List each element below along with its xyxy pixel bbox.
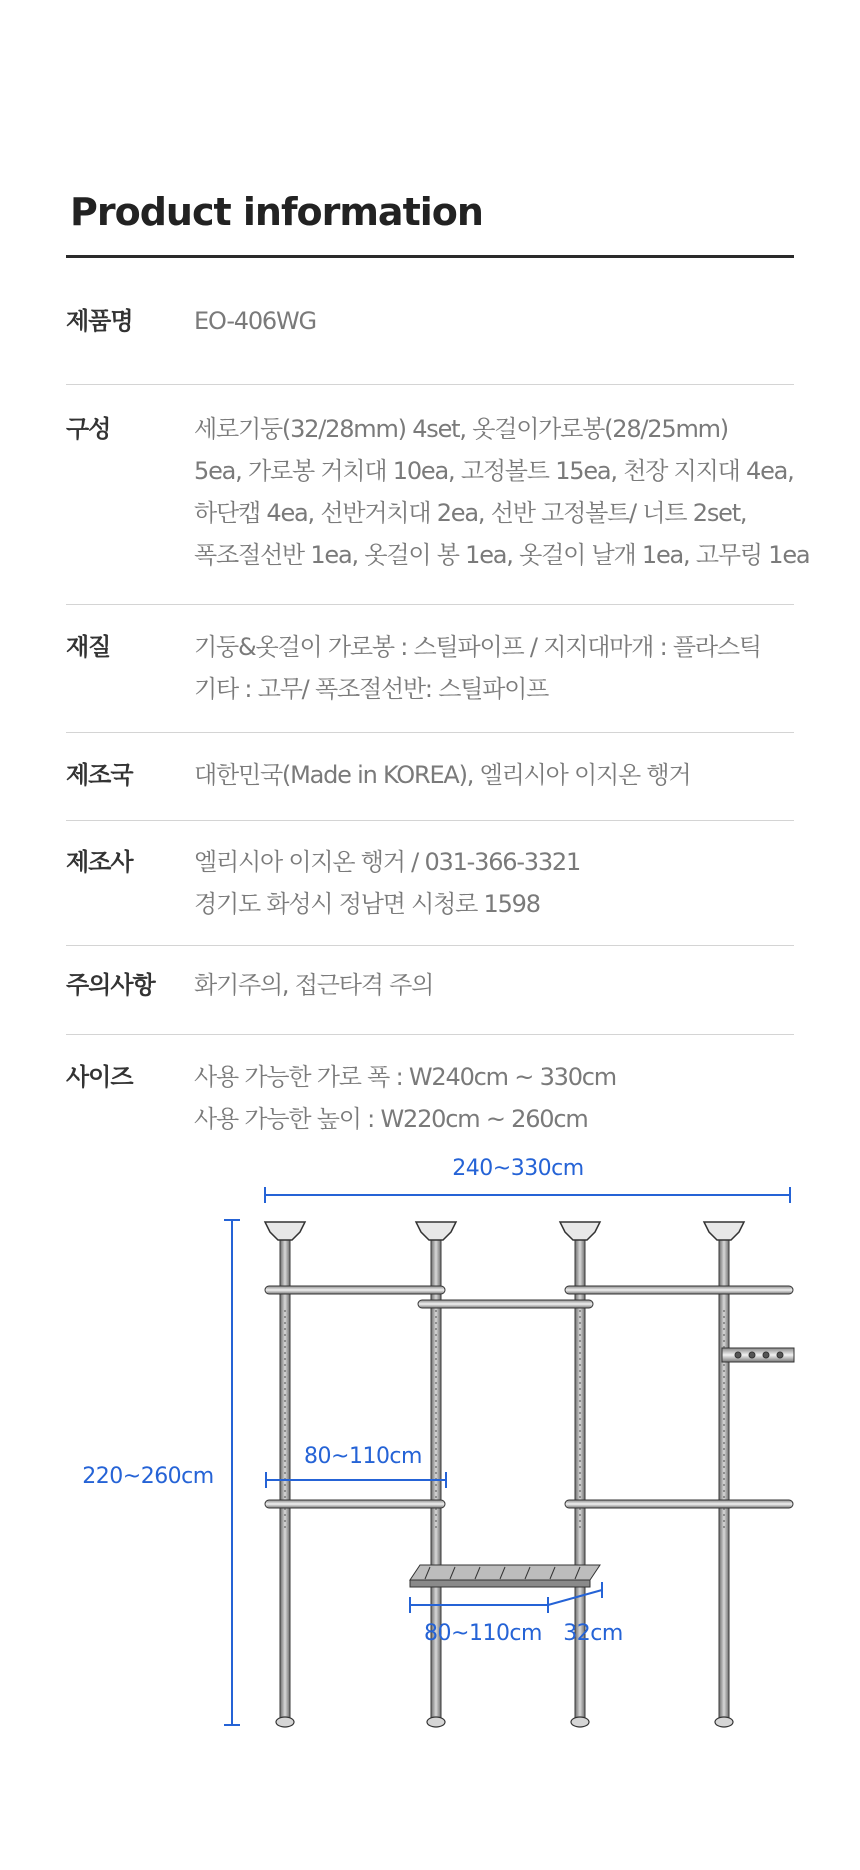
info-table — [66, 258, 810, 1145]
info-row-size — [66, 1035, 794, 1145]
lower-rods — [265, 1500, 793, 1508]
hanger-dimension-diagram — [0, 1140, 860, 1740]
info-row-manufacturer — [66, 821, 794, 946]
ceiling-supports — [265, 1222, 744, 1240]
row-value — [194, 841, 794, 945]
value-line: 기타 : 고무/ 폭조절선반: 스틸파이프 — [194, 675, 549, 703]
upper-rods — [265, 1286, 793, 1308]
row-label: 제조국 — [66, 761, 133, 789]
row-label: 사이즈 — [66, 1063, 133, 1091]
value-line: 사용 가능한 높이 : W220cm ~ 260cm — [194, 1105, 588, 1133]
row-value — [194, 754, 794, 820]
height-dimension — [224, 1220, 240, 1725]
value-line: 화기주의, 접근타격 주의 — [194, 971, 434, 999]
rod-width-dimension — [266, 1472, 446, 1488]
row-label: 제품명 — [66, 307, 133, 335]
shelf-depth-label: 32cm — [563, 1621, 623, 1646]
value-line: 경기도 화성시 정남면 시청로 1598 — [194, 890, 540, 918]
info-row-origin — [66, 733, 794, 821]
shelf-width-label: 80~110cm — [424, 1621, 542, 1646]
value-line: 엘리시아 이지온 행거 / 031-366-3321 — [194, 848, 581, 876]
row-label: 재질 — [66, 633, 111, 661]
info-row-caution — [66, 946, 794, 1035]
adjustable-shelf — [410, 1565, 600, 1587]
value-line: 폭조절선반 1ea, 옷걸이 봉 1ea, 옷걸이 날개 1ea, 고무링 1ea — [194, 541, 810, 569]
width-dimension — [265, 1187, 790, 1203]
hanger-wing — [722, 1348, 794, 1362]
row-value — [194, 408, 809, 604]
value-line: EO-406WG — [194, 307, 316, 335]
info-row-product-name — [66, 258, 794, 385]
value-line: 5ea, 가로봉 거치대 10ea, 고정볼트 15ea, 천장 지지대 4ea, — [194, 457, 794, 485]
value-line: 사용 가능한 가로 폭 : W240cm ~ 330cm — [194, 1063, 616, 1091]
row-value — [194, 1056, 794, 1145]
rod-width-label: 80~110cm — [304, 1444, 422, 1469]
info-row-material — [66, 605, 794, 733]
row-label: 구성 — [66, 415, 111, 443]
value-line: 세로기둥(32/28mm) 4set, 옷걸이가로봉(28/25mm) — [194, 415, 728, 443]
value-line: 기둥&옷걸이 가로봉 : 스틸파이프 / 지지대마개 : 플라스틱 — [194, 633, 761, 661]
row-value — [194, 300, 794, 384]
row-value — [194, 964, 794, 1034]
value-line: 대한민국(Made in KOREA), 엘리시아 이지온 행거 — [194, 761, 691, 789]
section-title: Product information — [70, 190, 483, 234]
width-label: 240~330cm — [452, 1156, 584, 1181]
row-label: 주의사항 — [66, 971, 155, 999]
info-row-components — [66, 385, 810, 605]
value-line: 하단캡 4ea, 선반거치대 2ea, 선반 고정볼트/ 너트 2set, — [194, 499, 747, 527]
row-label: 제조사 — [66, 848, 133, 876]
height-label: 220~260cm — [82, 1464, 214, 1489]
bottom-caps — [276, 1717, 733, 1727]
row-value — [194, 626, 794, 732]
